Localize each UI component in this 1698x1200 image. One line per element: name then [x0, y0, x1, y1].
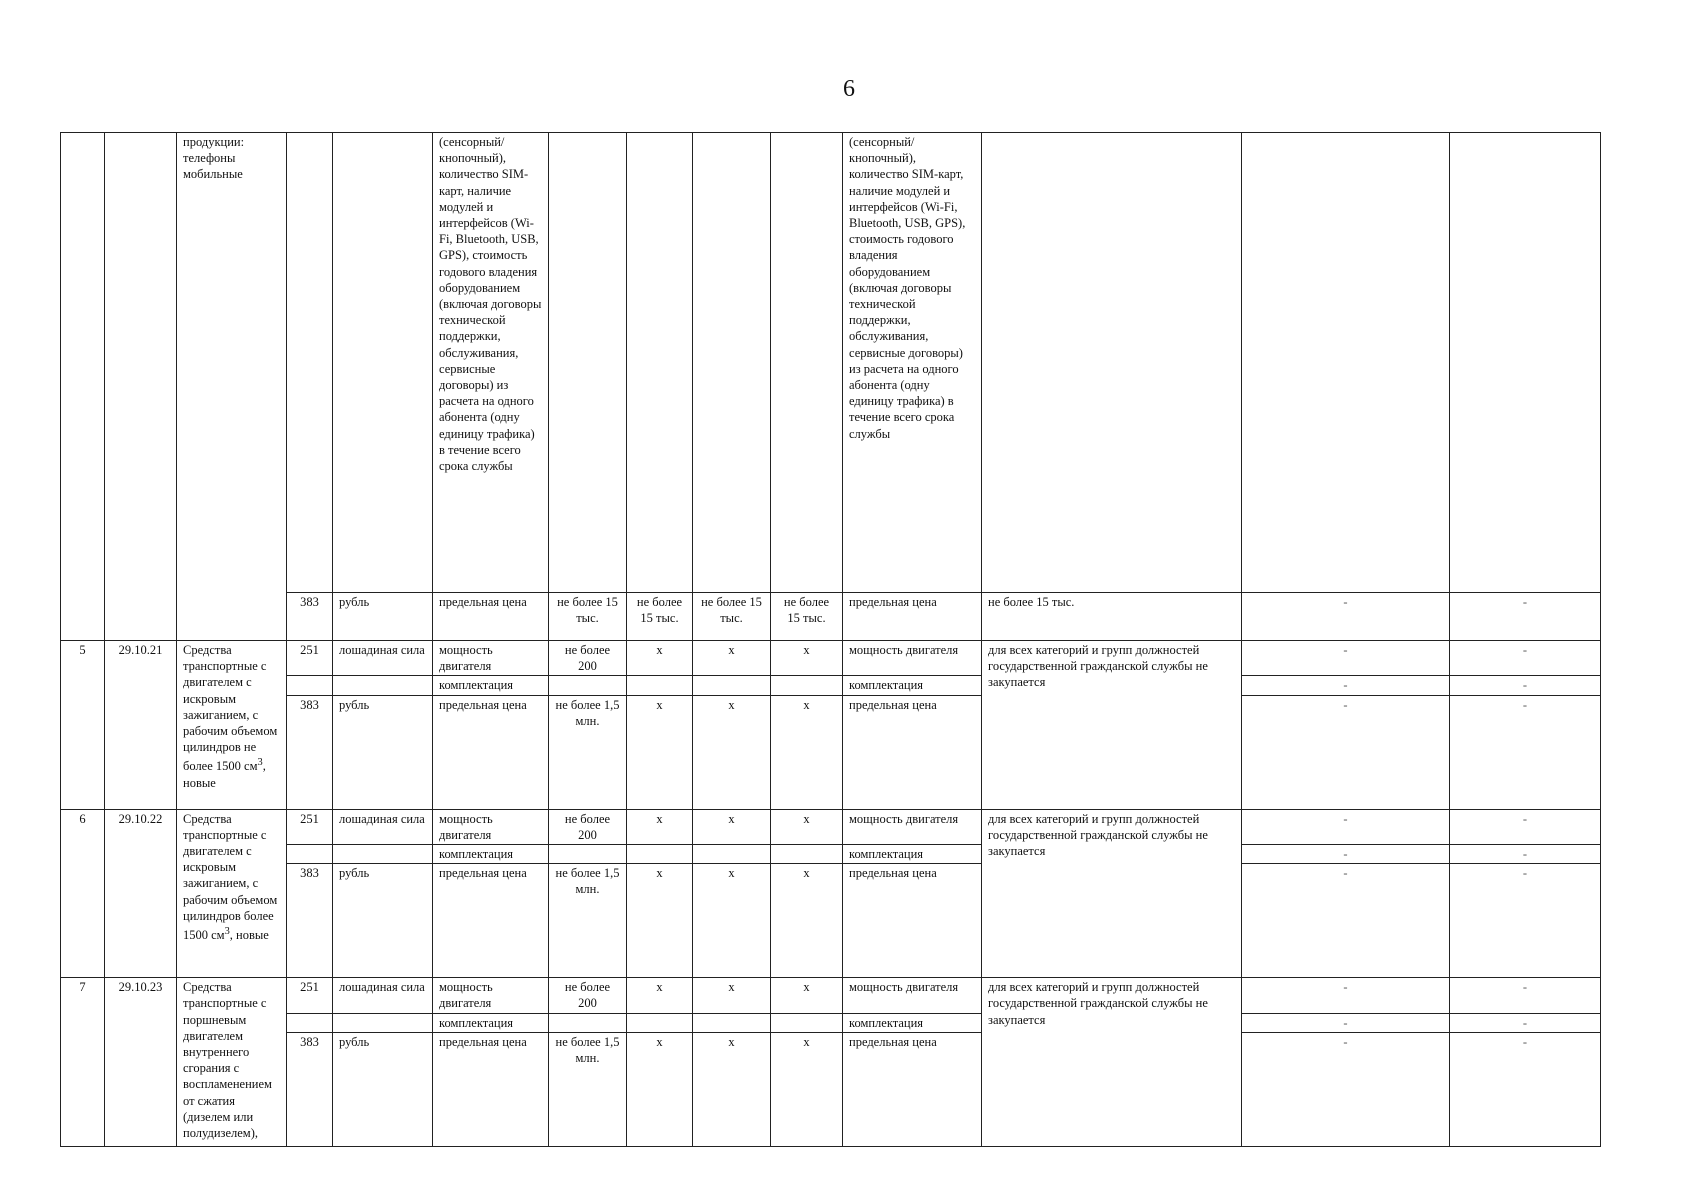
- cell-code: 251: [287, 978, 333, 1013]
- cell-note: для всех категорий и групп должностей государственной гражданской службы не закупается: [982, 978, 1242, 1147]
- cell-value: [771, 845, 843, 864]
- cell-function: -: [1450, 676, 1601, 695]
- cell-characteristic: предельная цена: [433, 593, 549, 641]
- cell-function: [1450, 133, 1601, 593]
- cell-value: [693, 845, 771, 864]
- cell-approved-value: не более 15 тыс.: [982, 593, 1242, 641]
- cell-code: 383: [287, 1032, 333, 1146]
- cell-value: [549, 845, 627, 864]
- cell-value: х: [627, 864, 693, 978]
- cell-characteristic: комплектация: [433, 1013, 549, 1032]
- cell-justification: [1242, 133, 1450, 593]
- cell-value: х: [771, 695, 843, 809]
- cell-value: х: [771, 864, 843, 978]
- cell-justification: -: [1242, 809, 1450, 844]
- table-row: [61, 676, 1601, 695]
- cell-characteristic: предельная цена: [433, 864, 549, 978]
- cell-value: [549, 133, 627, 593]
- cell-function: -: [1450, 1032, 1601, 1146]
- cell-value: х: [627, 695, 693, 809]
- cell-value: х: [771, 978, 843, 1013]
- cell-num: 6: [61, 809, 105, 978]
- cell-value: не более 15 тыс.: [771, 593, 843, 641]
- cell-value: не более 15 тыс.: [627, 593, 693, 641]
- cell-value: х: [693, 864, 771, 978]
- cell-value: [693, 1013, 771, 1032]
- cell-value: [627, 845, 693, 864]
- cell-unit: лошадиная сила: [333, 809, 433, 844]
- cell-code: 251: [287, 809, 333, 844]
- cell-value: не более 1,5 млн.: [549, 864, 627, 978]
- cell-okpd: [105, 133, 177, 641]
- cell-num: 5: [61, 641, 105, 810]
- table-row: [61, 1013, 1601, 1032]
- cell-value: не более 1,5 млн.: [549, 1032, 627, 1146]
- cell-num: [61, 133, 105, 641]
- cell-okpd: 29.10.23: [105, 978, 177, 1147]
- cell-value: [627, 1013, 693, 1032]
- cell-characteristic: комплектация: [433, 676, 549, 695]
- cell-note: для всех категорий и групп должностей государственной гражданской службы не закупается: [982, 809, 1242, 978]
- cell-unit: лошадиная сила: [333, 641, 433, 676]
- cell-okpd: 29.10.22: [105, 809, 177, 978]
- cell-function: -: [1450, 695, 1601, 809]
- cell-unit: рубль: [333, 593, 433, 641]
- cell-characteristic-dup: комплектация: [843, 676, 982, 695]
- cell-characteristic-dup: предельная цена: [843, 593, 982, 641]
- cell-value: х: [627, 978, 693, 1013]
- cell-approved-value: [982, 133, 1242, 593]
- cell-unit: рубль: [333, 864, 433, 978]
- table-row: [61, 1032, 1601, 1146]
- cell-value: не более 200: [549, 978, 627, 1013]
- cell-justification: -: [1242, 593, 1450, 641]
- cell-okpd: 29.10.21: [105, 641, 177, 810]
- cell-code: 251: [287, 641, 333, 676]
- cell-value: [693, 676, 771, 695]
- cell-unit: [333, 1013, 433, 1032]
- cell-characteristic-dup: мощность двигателя: [843, 641, 982, 676]
- cell-value: х: [693, 809, 771, 844]
- table-row: [61, 864, 1601, 978]
- table-row: [61, 809, 1601, 844]
- cell-justification: -: [1242, 641, 1450, 676]
- cell-value: х: [693, 978, 771, 1013]
- cell-unit: [333, 845, 433, 864]
- cell-characteristic-dup: предельная цена: [843, 695, 982, 809]
- cell-value: х: [627, 1032, 693, 1146]
- page-number: 6: [843, 76, 855, 102]
- cell-characteristic-dup: предельная цена: [843, 864, 982, 978]
- cell-characteristic: мощность двигателя: [433, 641, 549, 676]
- cell-value: х: [771, 809, 843, 844]
- cell-code: 383: [287, 864, 333, 978]
- cell-code: [287, 676, 333, 695]
- cell-value: не более 15 тыс.: [549, 593, 627, 641]
- cell-value: [693, 133, 771, 593]
- cell-characteristic-dup: комплектация: [843, 845, 982, 864]
- cell-unit: рубль: [333, 1032, 433, 1146]
- cell-justification: -: [1242, 676, 1450, 695]
- cell-unit: [333, 676, 433, 695]
- cell-num: 7: [61, 978, 105, 1147]
- cell-justification: -: [1242, 864, 1450, 978]
- cell-product-name: Средства транспортные с поршневым двигателем внутреннего сгорания с воспламенением от сжатия (дизелем или полудизелем),: [177, 978, 287, 1147]
- cell-value: не более 15 тыс.: [693, 593, 771, 641]
- cell-function: -: [1450, 593, 1601, 641]
- cell-justification: -: [1242, 978, 1450, 1013]
- table-row: [61, 641, 1601, 676]
- cell-characteristic: мощность двигателя: [433, 809, 549, 844]
- cell-code: [287, 845, 333, 864]
- cell-value: х: [771, 1032, 843, 1146]
- cell-value: [549, 1013, 627, 1032]
- cell-value: [771, 1013, 843, 1032]
- table-row: [61, 133, 1601, 593]
- cell-value: х: [627, 641, 693, 676]
- cell-characteristic: (сенсорный/кнопочный), количество SIM-карт, наличие модулей и интерфейсов (Wi-Fi, Bluetooth, USB, GPS), стоимость годового владения оборудованием (включая договоры технической поддержки, обслуживания, сервисные договоры) из расчета на одного абонента (одну единицу трафика) в течение всего срока службы: [433, 133, 549, 593]
- cell-code: 383: [287, 695, 333, 809]
- cell-justification: -: [1242, 1013, 1450, 1032]
- cell-unit: [333, 133, 433, 593]
- table-row: [61, 695, 1601, 809]
- cell-code: [287, 133, 333, 593]
- cell-value: х: [693, 641, 771, 676]
- cell-value: [627, 133, 693, 593]
- cell-function: -: [1450, 978, 1601, 1013]
- cell-justification: -: [1242, 695, 1450, 809]
- cell-justification: -: [1242, 1032, 1450, 1146]
- cell-justification: -: [1242, 845, 1450, 864]
- cell-characteristic: мощность двигателя: [433, 978, 549, 1013]
- cell-characteristic: комплектация: [433, 845, 549, 864]
- cell-code: [287, 1013, 333, 1032]
- cell-value: х: [693, 1032, 771, 1146]
- cell-function: -: [1450, 864, 1601, 978]
- cell-unit: лошадиная сила: [333, 978, 433, 1013]
- cell-value: не более 1,5 млн.: [549, 695, 627, 809]
- cell-product-name: Средства транспортные с двигателем с искровым зажиганием, с рабочим объемом цилиндров более 1500 $см^3$, новые: [177, 809, 287, 978]
- cell-value: х: [693, 695, 771, 809]
- cell-product-name: Средства транспортные с двигателем с искровым зажиганием, с рабочим объемом цилиндров не более 1500 $см^3$, новые: [177, 641, 287, 810]
- cell-characteristic-dup: комплектация: [843, 1013, 982, 1032]
- cell-note: для всех категорий и групп должностей государственной гражданской службы не закупается: [982, 641, 1242, 810]
- cell-value: не более 200: [549, 809, 627, 844]
- cell-value: [549, 676, 627, 695]
- cell-value: х: [627, 809, 693, 844]
- cell-value: [771, 133, 843, 593]
- cell-characteristic: предельная цена: [433, 695, 549, 809]
- table-row: [61, 845, 1601, 864]
- table-row: [61, 978, 1601, 1013]
- cell-characteristic: предельная цена: [433, 1032, 549, 1146]
- cell-value: не более 200: [549, 641, 627, 676]
- cell-function: -: [1450, 641, 1601, 676]
- cell-code: 383: [287, 593, 333, 641]
- cell-characteristic-dup: мощность двигателя: [843, 809, 982, 844]
- requirements-table: [60, 132, 1601, 1147]
- cell-value: х: [771, 641, 843, 676]
- cell-value: [627, 676, 693, 695]
- cell-function: -: [1450, 845, 1601, 864]
- cell-characteristic-dup: предельная цена: [843, 1032, 982, 1146]
- cell-unit: рубль: [333, 695, 433, 809]
- table-row: [61, 593, 1601, 641]
- cell-characteristic-dup: (сенсорный/кнопочный), количество SIM-карт, наличие модулей и интерфейсов (Wi-Fi, Bluetooth, USB, GPS), стоимость годового владения оборудованием (включая договоры технической поддержки, обслуживания, сервисные договоры) из расчета на одного абонента (одну единицу трафика) в течение всего срока службы: [843, 133, 982, 593]
- cell-product-name: продукции: телефоны мобильные: [177, 133, 287, 641]
- cell-characteristic-dup: мощность двигателя: [843, 978, 982, 1013]
- cell-value: [771, 676, 843, 695]
- cell-function: -: [1450, 809, 1601, 844]
- cell-function: -: [1450, 1013, 1601, 1032]
